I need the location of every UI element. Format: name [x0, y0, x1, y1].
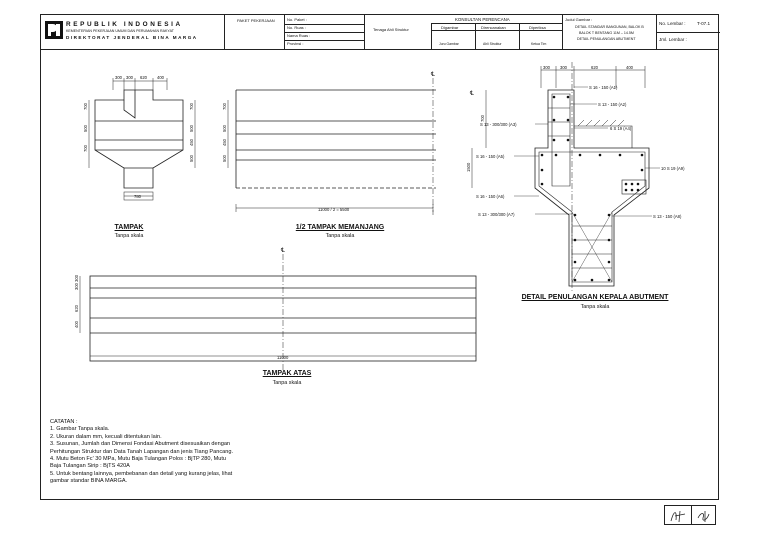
rebar-dots — [541, 96, 644, 282]
field-provinsi: Provinsi : — [287, 41, 304, 46]
detail-title: DETAIL PENULANGAN KEPALA ABUTMENT — [521, 294, 669, 301]
tampak-dim-top-2: 300 — [126, 75, 133, 80]
approval-drawn: Digambar — [441, 25, 459, 30]
tampak-dim-left-3: 700 — [83, 145, 88, 152]
tampak-subtitle: Tanpa skala — [114, 233, 144, 239]
top-dim-left-3: 400 — [74, 321, 79, 328]
detail-dim-left-1: 700 — [480, 115, 485, 122]
rebar-label-a7: S 13 - 300/300 (A7) — [478, 212, 515, 217]
centerline-symbol-3: ℄ — [470, 91, 474, 97]
half-dim-left-1: 700 — [222, 103, 227, 110]
ministry-name: KEMENTERIAN PEKERJAAN UMUM DAN PERUMAHAN RAKYAT — [66, 29, 174, 33]
half-dim-left-3: 450 — [222, 139, 227, 146]
tampak-dim-top-4: 400 — [157, 75, 164, 80]
approval-sub-engineer: Ahli Struktur — [483, 42, 502, 46]
notes-heading: CATATAN : — [50, 419, 78, 425]
top-dim-left-2: 620 — [74, 305, 79, 312]
rebar-label-a4: 6 S 19 (A4) — [610, 126, 632, 131]
detail-subtitle: Tanpa skala — [580, 304, 610, 310]
drawing-title-label: Judul Gambar : — [565, 17, 593, 22]
field-no-ruas: No. Ruas : — [287, 25, 306, 30]
half-dim-left-4: 500 — [222, 155, 227, 162]
notes-block — [50, 419, 290, 486]
centerline-symbol-2: ℄ — [281, 248, 285, 254]
rebar-label-a2: S 13 - 150 (A2) — [598, 102, 627, 107]
half-dim-left-2: 500 — [222, 125, 227, 132]
drawing-title-line1: DETAIL STANDAR BANGUNAN, BALOK B — [575, 25, 644, 29]
approval-designed: Direncanakan — [481, 25, 506, 30]
tampak-dim-right-1: 700 — [189, 103, 194, 110]
detail-dim-top-1: 300 — [543, 65, 550, 70]
abutment-detail — [472, 62, 660, 292]
signature-box — [664, 505, 716, 525]
tampak-title: TAMPAK — [114, 224, 144, 231]
tampak-dim-bottom: 780 — [134, 194, 141, 199]
approval-sub-lead: Ketua Tim — [531, 42, 547, 46]
detail-dim-top-4: 400 — [626, 65, 633, 70]
top-view — [80, 254, 476, 370]
consultant-role: Tenaga Ahli Struktur — [373, 27, 409, 32]
sheet-no: T-07.1 — [697, 21, 711, 26]
note-item: 4. Mutu Beton Fc' 30 MPa, Mutu Baja Tulangan Polos : BjTP 280, Mutu — [50, 456, 227, 463]
rebar-label-a9: 10 S 19 (A9) — [661, 166, 685, 171]
tampak-dim-top-1: 300 — [115, 75, 122, 80]
detail-dim-top-3: 620 — [591, 65, 598, 70]
detail-dim-top-2: 300 — [560, 65, 567, 70]
note-item: gambar standar BINA MARGA. — [50, 478, 128, 485]
note-item: 2. Ukuran dalam mm, kecuali ditentukan lain. — [50, 433, 162, 440]
tampak-dim-left-1: 700 — [83, 103, 88, 110]
rebar-label-a8: S 13 - 150 (A8) — [653, 214, 682, 219]
half-long-view — [228, 78, 436, 215]
half-dim-bottom: 11000 / 2 = 5500 — [318, 207, 350, 212]
tampak-view — [89, 78, 195, 200]
top-view-title: TAMPAK ATAS — [262, 370, 312, 377]
rebar-label-a1: S 16 - 150 (A1) — [589, 85, 618, 90]
rebar-label-a6: S 16 - 150 (A6) — [476, 194, 505, 199]
drawing-title-line2: BALOK T BENTANG 11M – 14.5M — [579, 31, 634, 35]
rebar-label-a3: S 13 - 300/300 (A3) — [480, 122, 517, 127]
tampak-dim-right-3: 450 — [189, 139, 194, 146]
approval-checked: Diperiksa — [529, 25, 546, 30]
handwritten-signature-icon — [665, 506, 717, 526]
detail-dim-left-2: 1500 — [466, 162, 471, 172]
note-item: 5. Untuk bentang lainnya, pembebanan dan detail yang kurang jelas, lihat — [50, 470, 233, 477]
drawing-title-line3: DETAIL PENULANGAN ABUTMENT — [577, 37, 636, 41]
note-item: 1. Gambar Tanpa skala. — [50, 426, 110, 433]
note-item: 3. Susunan, Jumlah dan Dimensi Fondasi Abutment disesuaikan dengan — [50, 441, 231, 448]
approval-sub-drafter: Juru Gambar — [439, 42, 459, 46]
tampak-dim-top-3: 620 — [140, 75, 147, 80]
tampak-dim-right-4: 500 — [189, 155, 194, 162]
directorate-name: DIREKTORAT JENDERAL BINA MARGA — [66, 35, 198, 40]
half-title: 1/2 TAMPAK MEMANJANG — [295, 224, 385, 231]
org-name: REPUBLIK INDONESIA — [66, 21, 183, 28]
centerline-symbol-1: ℄ — [431, 72, 435, 78]
consultant-title: KONSULTAN PERENCANA — [455, 17, 510, 22]
top-view-subtitle: Tanpa skala — [272, 380, 302, 386]
sheet-no-label: No. Lembar : — [659, 21, 686, 26]
top-dim-bottom: 11000 — [277, 355, 289, 360]
note-item: Perhitungan Struktur dan Data Tanah Lapangan dan jenis Tiang Pancang. — [50, 448, 234, 455]
note-item: Baja Tulangan Sirip : BjTS 420A — [50, 463, 130, 470]
field-nama-ruas: Nama Ruas : — [287, 33, 311, 38]
sheet-count-label: Jml. Lembar : — [659, 37, 687, 42]
half-subtitle: Tanpa skala — [325, 233, 355, 239]
top-dim-left-1: 300 300 — [74, 274, 79, 290]
tampak-dim-left-2: 500 — [83, 125, 88, 132]
project-label: PAKET PEKERJAAN — [237, 18, 275, 23]
rebar-label-a5: S 16 - 150 (A5) — [476, 154, 505, 159]
tampak-dim-right-2: 500 — [189, 125, 194, 132]
field-no-paket: No. Paket : — [287, 17, 307, 22]
